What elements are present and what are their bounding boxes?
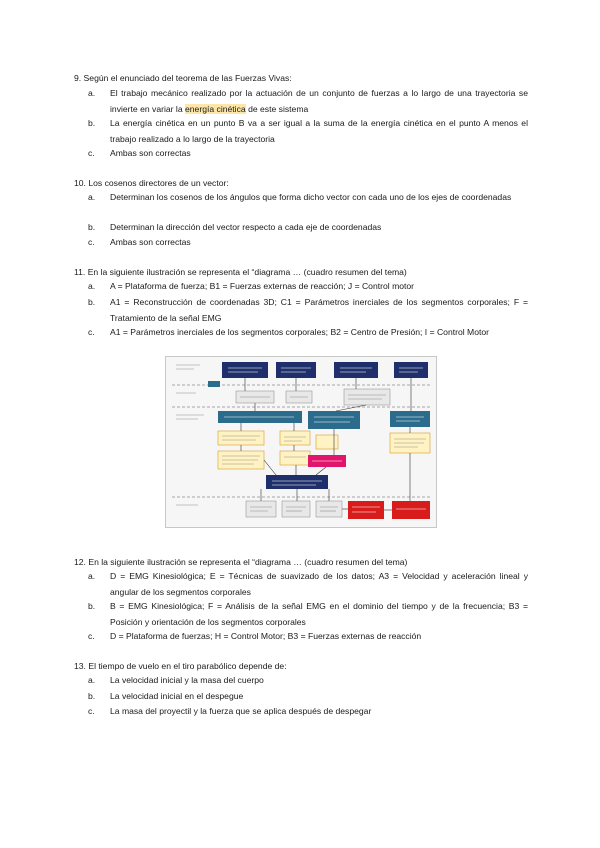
question-9-option-b[interactable] [88, 116, 528, 148]
option-letter: a. [88, 192, 96, 202]
highlighted-term: energía cinética [185, 103, 246, 114]
option-text: Determinan los cosenos de los ángulos que forma dicho vector con cada uno de los ejes de coordenadas [110, 192, 512, 202]
question-13-option-b[interactable] [88, 689, 528, 705]
question-10-option-b[interactable] [88, 220, 528, 236]
option-letter: b. [88, 691, 96, 701]
option-text: A1 = Parámetros inerciales de los segmentos corporales; B2 = Centro de Presión; I = Control Motor [110, 327, 490, 337]
option-text: B = EMG Kinesiológica; F = Análisis de la señal EMG en el dominio del tiempo y de la frecuencia; B3 = Posición y orientación de los segmentos corporales [110, 601, 528, 627]
option-letter: a. [88, 571, 96, 581]
option-text: Determinan la dirección del vector respecto a cada eje de coordenadas [110, 222, 382, 232]
option-letter: c. [88, 237, 95, 247]
question-10-option-a[interactable] [88, 190, 528, 222]
option-text: La velocidad inicial en el despegue [110, 691, 244, 701]
option-letter: c. [88, 327, 95, 337]
option-text: El trabajo mecánico realizado por la actuación de un conjunto de fuerzas a lo largo de una trayectoria se invierte en variar la energía cinética de este sistema [110, 88, 528, 114]
option-text: Ambas son correctas [110, 148, 191, 158]
option-letter: b. [88, 601, 96, 611]
summary-diagram-image [165, 356, 437, 528]
option-text: A = Plataforma de fuerza; B1 = Fuerzas externas de reacción; J = Control motor [110, 281, 415, 291]
option-text: D = Plataforma de fuerzas; H = Control Motor; B3 = Fuerzas externas de reacción [110, 631, 422, 641]
option-letter: b. [88, 118, 96, 128]
option-text: A1 = Reconstrucción de coordenadas 3D; C1 = Parámetros inerciales de los segmentos corporales; F = Tratamiento de la señal EMG [110, 297, 528, 323]
diagram-figure [166, 357, 436, 527]
option-text: Ambas son correctas [110, 237, 191, 247]
option-text: La velocidad inicial y la masa del cuerpo [110, 675, 264, 685]
option-text: D = EMG Kinesiológica; E = Técnicas de suavizado de los datos; A3 = Velocidad y aceleración lineal y angular de los segmentos corporales [110, 571, 528, 597]
question-13-title: 13. El tiempo de vuelo en el tiro parabólico depende de: [74, 661, 287, 671]
option-letter: a. [88, 675, 96, 685]
question-11-title: 11. En la siguiente ilustración se representa el “diagrama … (cuadro resumen del tema) [74, 267, 407, 277]
question-12-title: 12. En la siguiente ilustración se representa el “diagrama … (cuadro resumen del tema) [74, 557, 408, 567]
question-12-option-a[interactable] [88, 569, 528, 601]
option-letter: a. [88, 88, 96, 98]
option-letter: b. [88, 297, 96, 307]
question-11-option-b[interactable] [88, 295, 528, 327]
option-text: La masa del proyectil y la fuerza que se aplica después de despegar [110, 706, 372, 716]
question-9-option-a[interactable] [88, 86, 528, 118]
question-11-option-a[interactable] [88, 279, 528, 295]
question-10-option-c[interactable] [88, 235, 528, 251]
question-9-option-c[interactable] [88, 146, 528, 162]
option-letter: a. [88, 281, 96, 291]
question-11-option-c[interactable] [88, 325, 528, 357]
option-letter: b. [88, 222, 96, 232]
option-letter: c. [88, 631, 95, 641]
question-12-option-c[interactable] [88, 629, 528, 645]
question-13-option-c[interactable] [88, 704, 528, 720]
question-12-option-b[interactable] [88, 599, 528, 631]
question-9-title: 9. Según el enunciado del teorema de las Fuerzas Vivas: [74, 73, 292, 83]
option-text: La energía cinética en un punto B va a ser igual a la suma de la energía cinética en el punto A menos el trabajo realizado a lo largo de la trayectoria [110, 118, 528, 144]
question-10-title: 10. Los cosenos directores de un vector: [74, 178, 229, 188]
question-13-option-a[interactable] [88, 673, 528, 689]
option-letter: c. [88, 148, 95, 158]
option-letter: c. [88, 706, 95, 716]
